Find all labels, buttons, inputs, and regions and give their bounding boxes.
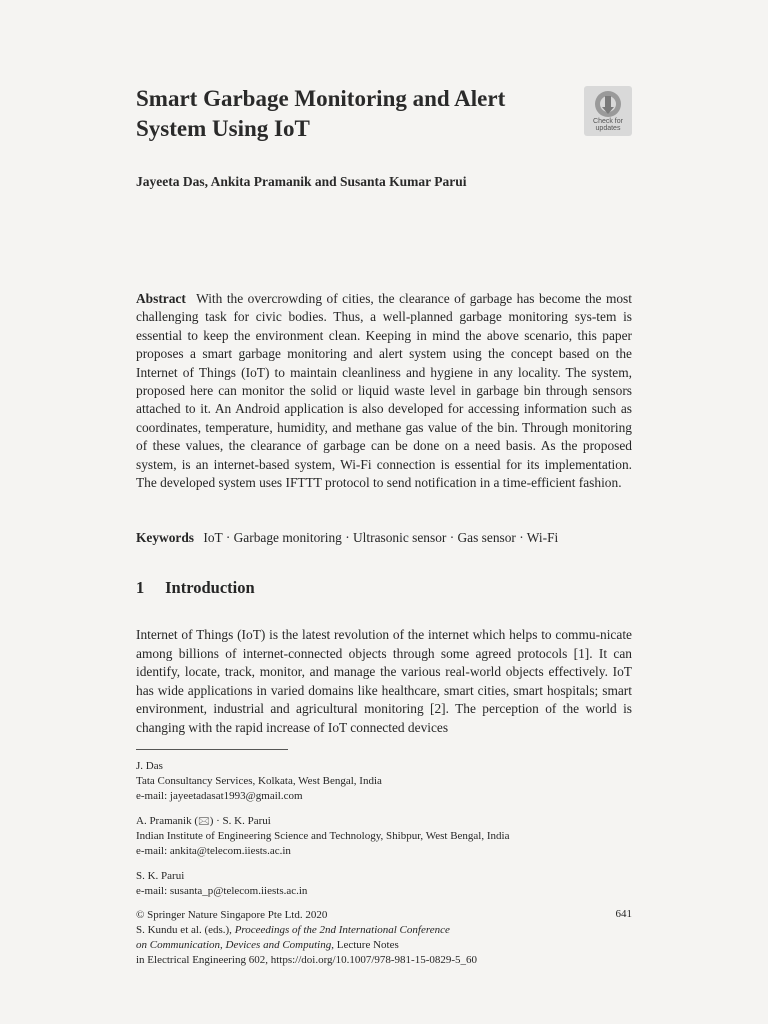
- co-author-name: ) · S. K. Parui: [209, 815, 271, 827]
- page-number: 641: [615, 908, 632, 920]
- badge-label-1: Check for: [593, 118, 623, 125]
- introduction-paragraph: Internet of Things (IoT) is the latest revolution of the internet which helps to commu-nicate among billions of internet-connected objects through some agreed protocols [1]. It can identify, locate, track, monitor, and manage the various real-world objects effectively. IoT has wide applications in varied domains like healthcare, smart cities, smart hospitals; smart environment, industrial and agricultural monitoring [2]. The perception of the world is changing with the rapid increase of IoT connected devices: [136, 627, 632, 735]
- affiliation-pramanik: [136, 814, 636, 859]
- email-label: e-mail:: [136, 790, 168, 802]
- email-link[interactable]: jayeetadasat1993@gmail.com: [169, 790, 303, 802]
- abstract-label: Abstract: [136, 291, 186, 306]
- footnote-divider: [136, 749, 288, 750]
- email-label: e-mail:: [136, 885, 168, 897]
- affiliation-institution: Tata Consultancy Services, Kolkata, West Bengal, India: [136, 775, 382, 787]
- affiliation-parui: [136, 869, 636, 899]
- abstract-text: With the overcrowding of cities, the clearance of garbage has become the most challenging task for civic bodies. Thus, a well-planned garbage monitoring sys-tem is essential to keep the environment clean. Keeping in mind the above scenario, this paper proposes a smart garbage monitoring and alert system using the concept based on the Internet of Things (IoT) to maintain cleanliness and hygiene in any locality. The system, proposed here can monitor the solid or liquid waste level in garbage bin through sensors attached to it. An Android application is also developed for accessing information such as coordinates, temperature, humidity, and methane gas value of the bin. Through monitoring of these values, the clearance of garbage can be done on a need basis. As the proposed system, is an internet-based system, Wi-Fi connection is essential for its implementation. The developed system uses IFTTT protocol to send notification in a time-efficient fashion.: [136, 291, 632, 491]
- title-line-2: System Using IoT: [136, 116, 310, 141]
- affiliation-email-line: [136, 884, 636, 899]
- email-link[interactable]: susanta_p@telecom.iiests.ac.in: [169, 885, 308, 897]
- section-number: 1: [136, 578, 145, 597]
- section-title: Introduction: [165, 578, 255, 597]
- citation-conference: on Communication, Devices and Computing: [136, 939, 332, 951]
- affiliation-institution: Indian Institute of Engineering Science and Technology, Shibpur, West Bengal, India: [136, 830, 510, 842]
- author-list: Jayeeta Das, Ankita Pramanik and Susanta Kumar Parui: [136, 174, 467, 189]
- affiliation-email-line: [136, 789, 636, 804]
- citation-proceedings: Proceedings of the 2nd International Conference: [234, 924, 450, 936]
- title-line-1: Smart Garbage Monitoring and Alert: [136, 86, 506, 111]
- affiliation-name: J. Das: [136, 760, 163, 772]
- keywords: [136, 529, 636, 547]
- email-label: e-mail:: [136, 845, 168, 857]
- keywords-text: IoT · Garbage monitoring · Ultrasonic sensor · Gas sensor · Wi-Fi: [203, 530, 559, 545]
- citation-editors: S. Kundu et al. (eds.),: [136, 924, 235, 936]
- affiliation-das: [136, 759, 636, 804]
- affiliation-email-line: [136, 844, 636, 859]
- citation-line-2: [136, 938, 636, 953]
- check-for-updates-icon: [594, 90, 622, 118]
- paper-title: [136, 84, 556, 144]
- affiliation-name: [136, 814, 636, 829]
- envelope-icon: 🖂: [198, 816, 210, 827]
- abstract: [136, 290, 632, 492]
- copyright-block: [136, 908, 636, 968]
- badge-label-2: updates: [595, 125, 621, 132]
- check-for-updates-badge[interactable]: [584, 86, 632, 136]
- author-name: A. Pramanik (: [136, 815, 199, 827]
- email-link[interactable]: ankita@telecom.iiests.ac.in: [169, 845, 291, 857]
- section-heading: [136, 578, 536, 598]
- citation-line-1: [136, 923, 636, 938]
- keywords-label: Keywords: [136, 530, 195, 545]
- affiliation-name: S. K. Parui: [136, 870, 185, 882]
- citation-series: , Lecture Notes: [331, 939, 399, 951]
- copyright-line: © Springer Nature Singapore Pte Ltd. 2020: [136, 909, 328, 921]
- citation-line-3: in Electrical Engineering 602, https://doi.org/10.1007/978-981-15-0829-5_60: [136, 954, 478, 966]
